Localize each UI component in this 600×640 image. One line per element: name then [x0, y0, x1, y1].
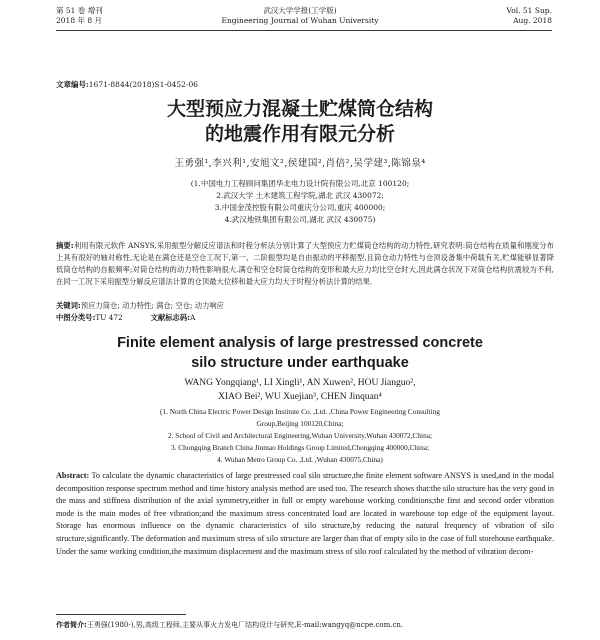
header-volume-line: 第 51 卷 增刊 [56, 6, 103, 15]
affiliation-cn-4: 4.武汉地铁集团有限公司,湖北 武汉 430075) [224, 215, 376, 224]
affiliation-en-4: 4. Wuhan Metro Group Co. ,Ltd. ,Wuhan 430075,China) [217, 455, 383, 464]
abstract-cn-label: 摘要: [56, 241, 74, 250]
keywords-cn-label: 关键词: [56, 301, 81, 310]
authors-cn: 王勇强¹,李兴利¹,安旭文²,侯建国²,肖倍²,吴学建³,陈锦泉⁴ [174, 158, 426, 169]
abstract-cn-text: 利用有限元软件 ANSYS,采用振型分解反应谱法和时程分析法分别计算了大型预应力贮煤筒仓结构的动力特性,研究表明:筒仓结构在质量和刚度分布上具有很好的轴对称性,无论是在满仓还是空仓工况下,第一、二阶振型均是自由振动的平移振型,且筒仓动力特性与仓顶设备集中荷载有关,贮煤能够显著降低筒仓结构的自振频率;对筒仓结构的动力特性影响很大.满仓和空仓时筒仓结构的变形和最大应力均比空仓时大,因此满仓状况下对筒仓结构抗震较为不利,在同一工况下采用振型分解反应谱法计算的仓顶最大位移和最大应力均大于时程分析法计算的结果. [56, 241, 555, 286]
header-volume-en-line: Vol. 51 Sup. [506, 6, 552, 15]
doc-code-value: A [190, 313, 196, 322]
footnote-divider [56, 614, 186, 615]
article-number-label: 文章编号: [56, 80, 89, 89]
abstract-en-text: To calculate the dynamic characteristics of large prestressed coal silo structure,the finite element software ANSYS is used,and in the modal decomposition response spectrum method and time history analysis method are used too. The research shows that:the silo structure has the very good in the mass and stiffness distribution of the axial symmetry,either in full or empty warehouse working conditions;the first and second order vibration mode is the main modes of free vibration;and the maximum stress concentrated load are located in warehouse top edge of the equipment layout. Storage has enormous influence on the dynamic characteristics of silo structure,by reducing the natural frequency of vibration of silo structure,significantly. The deformation and maximum stress of silo structure are larger than that of empty silo in the case of full storehouse earthquake. Under the same working condition,the maximum displacement and the maximum stress of silo roof calculated by the method of vibration decom- [56, 471, 554, 556]
affiliation-cn-1: (1.中国电力工程顾问集团华北电力设计院有限公司,北京 100120; [190, 179, 410, 188]
title-cn-line1: 大型预应力混凝土贮煤筒仓结构 [166, 98, 433, 120]
affiliation-en-3: 3. Chongqing Branch China Jinmao Holdings Group Limited,Chongqing 400000,China; [170, 443, 429, 452]
authors-en-line1: WANG Yongqiang¹, LI Xingli¹, AN Xuwen², HOU Jianguo², [184, 378, 416, 388]
header-date-line: 2018 年 8 月 [56, 16, 103, 25]
article-number-value: 1671-8844(2018)S1-0452-06 [88, 80, 199, 89]
header-divider [56, 30, 552, 31]
classification-cn [56, 313, 195, 323]
doc-code-label: 文献标志码: [150, 313, 191, 322]
keywords-cn-text: 预应力筒仓; 动力特性; 满仓; 空仓; 动力响应 [80, 301, 224, 310]
affiliation-en-2: 2. School of Civil and Architectural Engineering,Wuhan University,Wuhan 430072,China; [167, 431, 432, 440]
title-en-line1: Finite element analysis of large prestressed concrete [117, 335, 483, 351]
clc-value: TU 472 [95, 313, 123, 322]
abstract-en [56, 470, 554, 558]
author-footnote [56, 620, 403, 630]
article-number [56, 79, 198, 90]
affiliation-cn-2: 2.武汉大学 土木建筑工程学院,湖北 武汉 430072; [216, 191, 384, 200]
title-cn-line2: 的地震作用有限元分析 [204, 123, 395, 145]
footnote-label: 作者简介: [56, 621, 87, 629]
abstract-en-label: Abstract: [56, 471, 90, 480]
abstract-cn [56, 240, 554, 288]
affiliation-cn-3: 3.中国金茂控股有限公司重庆分公司,重庆 400000; [214, 203, 386, 212]
title-en-line2: silo structure under earthquake [191, 355, 409, 371]
affiliation-en-1b: Group,Beijing 100120,China; [256, 419, 344, 428]
authors-en-line2: XIAO Bei², WU Xuejian³, CHEN Jinquan⁴ [218, 392, 382, 402]
header-journal-cn: 武汉大学学报(工学版) [263, 6, 337, 15]
affiliation-en-1a: (1. North China Electric Power Design Institute Co. ,Ltd. ,China Power Engineering Consulting [160, 407, 440, 416]
keywords-cn [56, 301, 224, 311]
header-date-en-line: Aug. 2018 [513, 16, 552, 25]
clc-label: 中图分类号: [56, 313, 96, 322]
header-journal-en: Engineering Journal of Wuhan University [221, 16, 379, 25]
footnote-text: 王勇强(1980-),男,高级工程师,主要从事火力发电厂结构设计与研究,E-mail:wangyq@ncpe.com.cn. [86, 621, 404, 629]
header-volume-en [507, 6, 553, 26]
